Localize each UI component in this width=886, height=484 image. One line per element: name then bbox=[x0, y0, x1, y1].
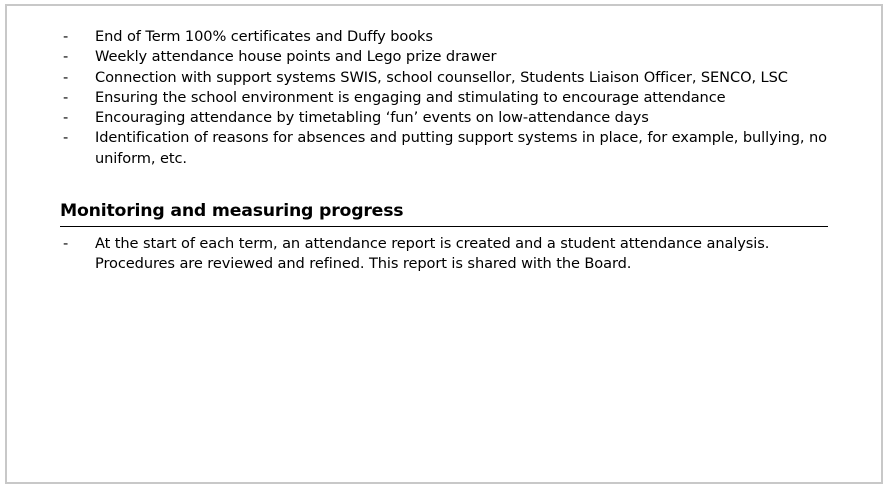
list-item-text: Ensuring the school environment is engaging and stimulating to encourage attendance bbox=[95, 88, 726, 106]
list-item-text: At the start of each term, an attendance report is created and a student attendance analysis. Procedures are reviewed and refined. This report is shared with the Board. bbox=[95, 235, 770, 273]
bullet-dash: - bbox=[63, 235, 69, 252]
list-item bbox=[63, 68, 833, 88]
document-page bbox=[5, 4, 883, 484]
section-heading: Monitoring and measuring progress bbox=[60, 200, 828, 227]
bullet-dash: - bbox=[63, 88, 69, 106]
list-item-text: Identification of reasons for absences and putting support systems in place, for example, bullying, no uniform, etc. bbox=[95, 129, 827, 167]
monitoring-list bbox=[63, 234, 833, 275]
bullet-dash: - bbox=[63, 109, 69, 127]
list-item-text: Encouraging attendance by timetabling ‘fun’ events on low-attendance days bbox=[95, 109, 649, 127]
list-item bbox=[63, 47, 833, 67]
bullet-dash: - bbox=[63, 68, 69, 86]
bullet-dash: - bbox=[63, 129, 69, 147]
list-item-text: Weekly attendance house points and Lego prize drawer bbox=[95, 48, 497, 66]
bullet-dash: - bbox=[63, 48, 69, 66]
list-item bbox=[63, 128, 833, 169]
list-item bbox=[63, 88, 833, 108]
incentives-list bbox=[63, 27, 833, 169]
list-item bbox=[63, 108, 833, 128]
list-item-text: End of Term 100% certificates and Duffy books bbox=[95, 28, 433, 45]
list-item-text: Connection with support systems SWIS, school counsellor, Students Liaison Officer, SENCO, LSC bbox=[95, 68, 788, 86]
list-item bbox=[63, 234, 833, 275]
bullet-dash: - bbox=[63, 28, 69, 45]
list-item bbox=[63, 27, 833, 47]
